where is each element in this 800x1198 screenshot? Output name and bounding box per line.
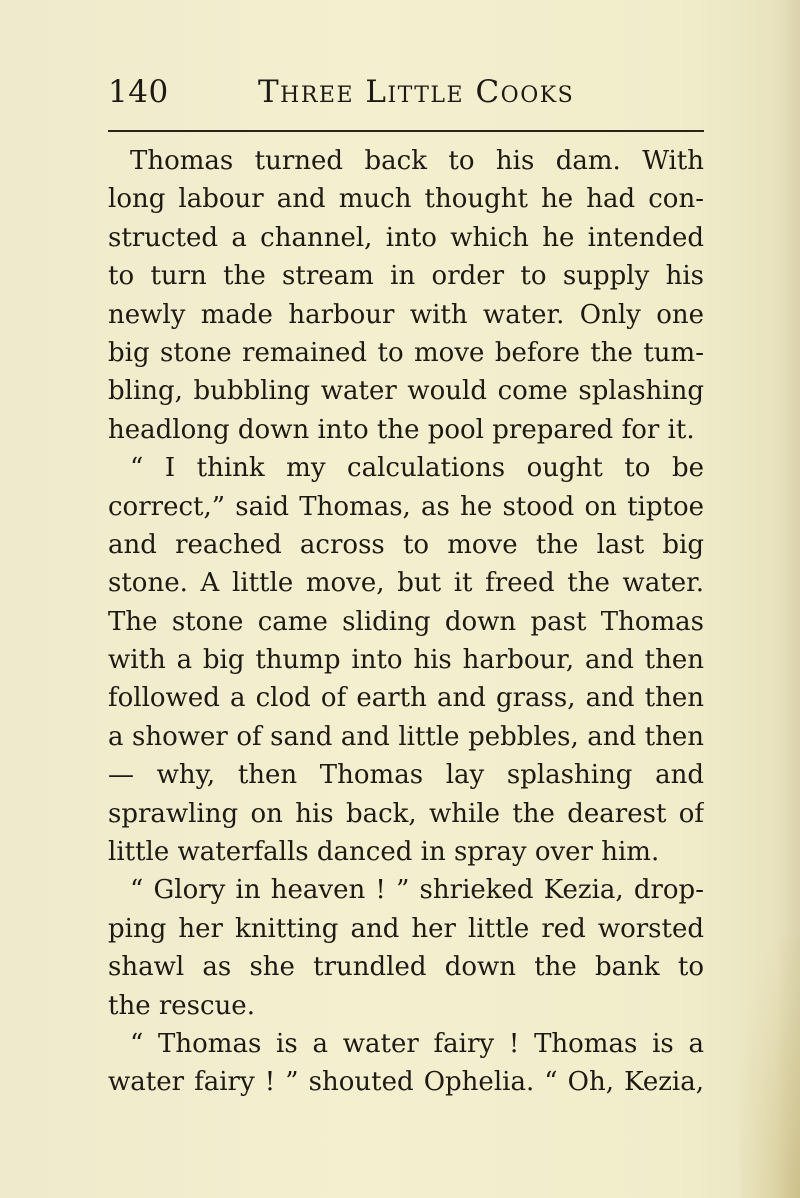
text-line: “ Thomas is a water fairy ! Thomas is a: [130, 1028, 704, 1059]
page-edge-stain: [740, 938, 800, 1198]
text-line: and reached across to move the last big: [108, 529, 704, 560]
text-line: — why, then Thomas lay splashing and: [108, 760, 704, 791]
text-line: water fairy ! ” shouted Ophelia. “ Oh, Kezia,: [108, 1067, 704, 1098]
text-line: structed a channel, into which he intended: [108, 222, 704, 253]
text-line: long labour and much thought he had con-: [108, 184, 704, 215]
text-line: correct,” said Thomas, as he stood on tiptoe: [108, 491, 704, 522]
text-line: big stone remained to move before the tum-: [108, 337, 704, 368]
text-line: to turn the stream in order to supply his: [108, 261, 704, 292]
text-line: sprawling on his back, while the dearest of: [108, 798, 704, 829]
text-line: the rescue.: [108, 990, 255, 1021]
text-line: followed a clod of earth and grass, and then: [108, 683, 704, 714]
header-rule: [108, 130, 704, 132]
body-text: [108, 142, 704, 1102]
text-line: little waterfalls danced in spray over him.: [108, 837, 660, 868]
page-header: [108, 72, 704, 112]
text-line: The stone came sliding down past Thomas: [108, 606, 704, 637]
text-line: “ Glory in heaven ! ” shrieked Kezia, drop-: [130, 875, 704, 906]
text-line: with a big thump into his harbour, and then: [108, 645, 704, 676]
running-title: Three Little Cooks: [258, 74, 575, 110]
text-line: headlong down into the pool prepared for it.: [108, 414, 695, 445]
text-line: stone. A little move, but it freed the water.: [108, 568, 704, 599]
page-number: 140: [108, 74, 169, 110]
text-line: bling, bubbling water would come splashing: [108, 376, 704, 407]
text-line: shawl as she trundled down the bank to: [108, 952, 704, 983]
text-line: Thomas turned back to his dam. With: [130, 146, 704, 176]
text-line: ping her knitting and her little red worsted: [108, 913, 704, 944]
text-line: “ I think my calculations ought to be: [130, 453, 704, 484]
text-line: newly made harbour with water. Only one: [108, 299, 704, 330]
text-line: a shower of sand and little pebbles, and then: [108, 721, 704, 752]
